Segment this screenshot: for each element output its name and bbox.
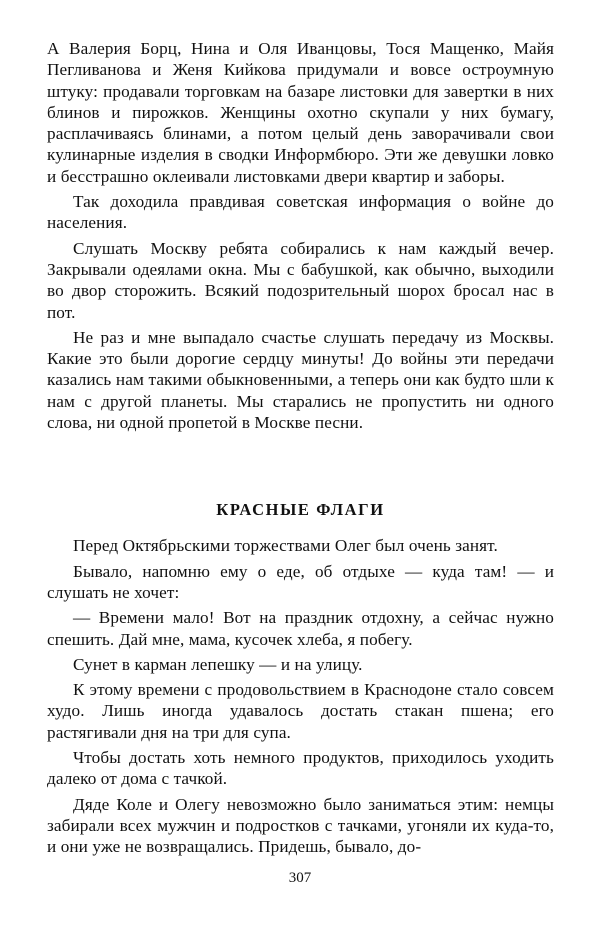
heading-spacer <box>47 521 554 531</box>
paragraph-food-shortage: К этому времени с продовольствием в Краснодоне стало совсем худо. Лишь иногда удавалось достать стакан пшена; его растягивали дня на три для супа. <box>47 680 554 742</box>
paragraph-cart: Чтобы достать хоть немного продуктов, приходилось уходить далеко от дома с тачкой. <box>47 748 554 789</box>
page-number: 307 <box>288 870 312 886</box>
paragraph-germans: Дяде Коле и Олегу невозможно было заниматься этим: немцы забирали всех мужчин и подростков с тачками, угоняли их куда-то, и они уже не возвращались. Придешь, бывало, до- <box>47 794 554 857</box>
paragraph-broadcasts: Не раз и мне выпадало счастье слушать передачу из Москвы. Какие это были дорогие сердцу минуты! До войны эти передачи казались нам такими обыкновенными, а теперь они как будто шли к нам с другой планеты. Мы старались не пропустить ни одного слова, ни одной пропетой в Москве песни. <box>47 327 554 433</box>
section-title: КРАСНЫЕ ФЛАГИ <box>216 500 385 520</box>
paragraph-information: Так доходила правдивая советская информация о войне до населения. <box>47 192 554 233</box>
paragraph-flatbread: Сунет в карман лепешку — и на улицу. <box>73 654 363 674</box>
paragraph-leaflets: А Валерия Борц, Нина и Оля Иванцовы, Тося Мащенко, Майя Пегливанова и Женя Кийкова придумали и вовсе остроумную штуку: продавали торговкам на базаре листовки для завертки в них блинов и пирожков. Женщины охотно скупали у них бумагу, расплачиваясь блинами, а потом целый день заворачивали свои кулинарные изделия в сводки Информбюро. Эти же девушки ловко и бесстрашно оклеивали листовками двери квартир и заборы. <box>47 39 554 186</box>
paragraph-listening-moscow: Слушать Москву ребята собирались к нам каждый вечер. Закрывали одеялами окна. Мы с бабушкой, как обычно, выходили во двор сторожить. Всякий подозрительный шорох бросал нас в пот. <box>47 238 554 322</box>
section-spacer <box>47 433 554 499</box>
paragraph-dialogue: — Времени мало! Вот на праздник отдохну, а сейчас нужно спешить. Дай мне, мама, кусочек хлеба, я побегу. <box>47 608 554 649</box>
paragraph-oleg-busy: Перед Октябрьскими торжествами Олег был очень занят. <box>73 536 498 556</box>
paragraph-food-reminder: Бывало, напомню ему о еде, об отдыхе — куда там! — и слушать не хочет: <box>47 561 554 602</box>
